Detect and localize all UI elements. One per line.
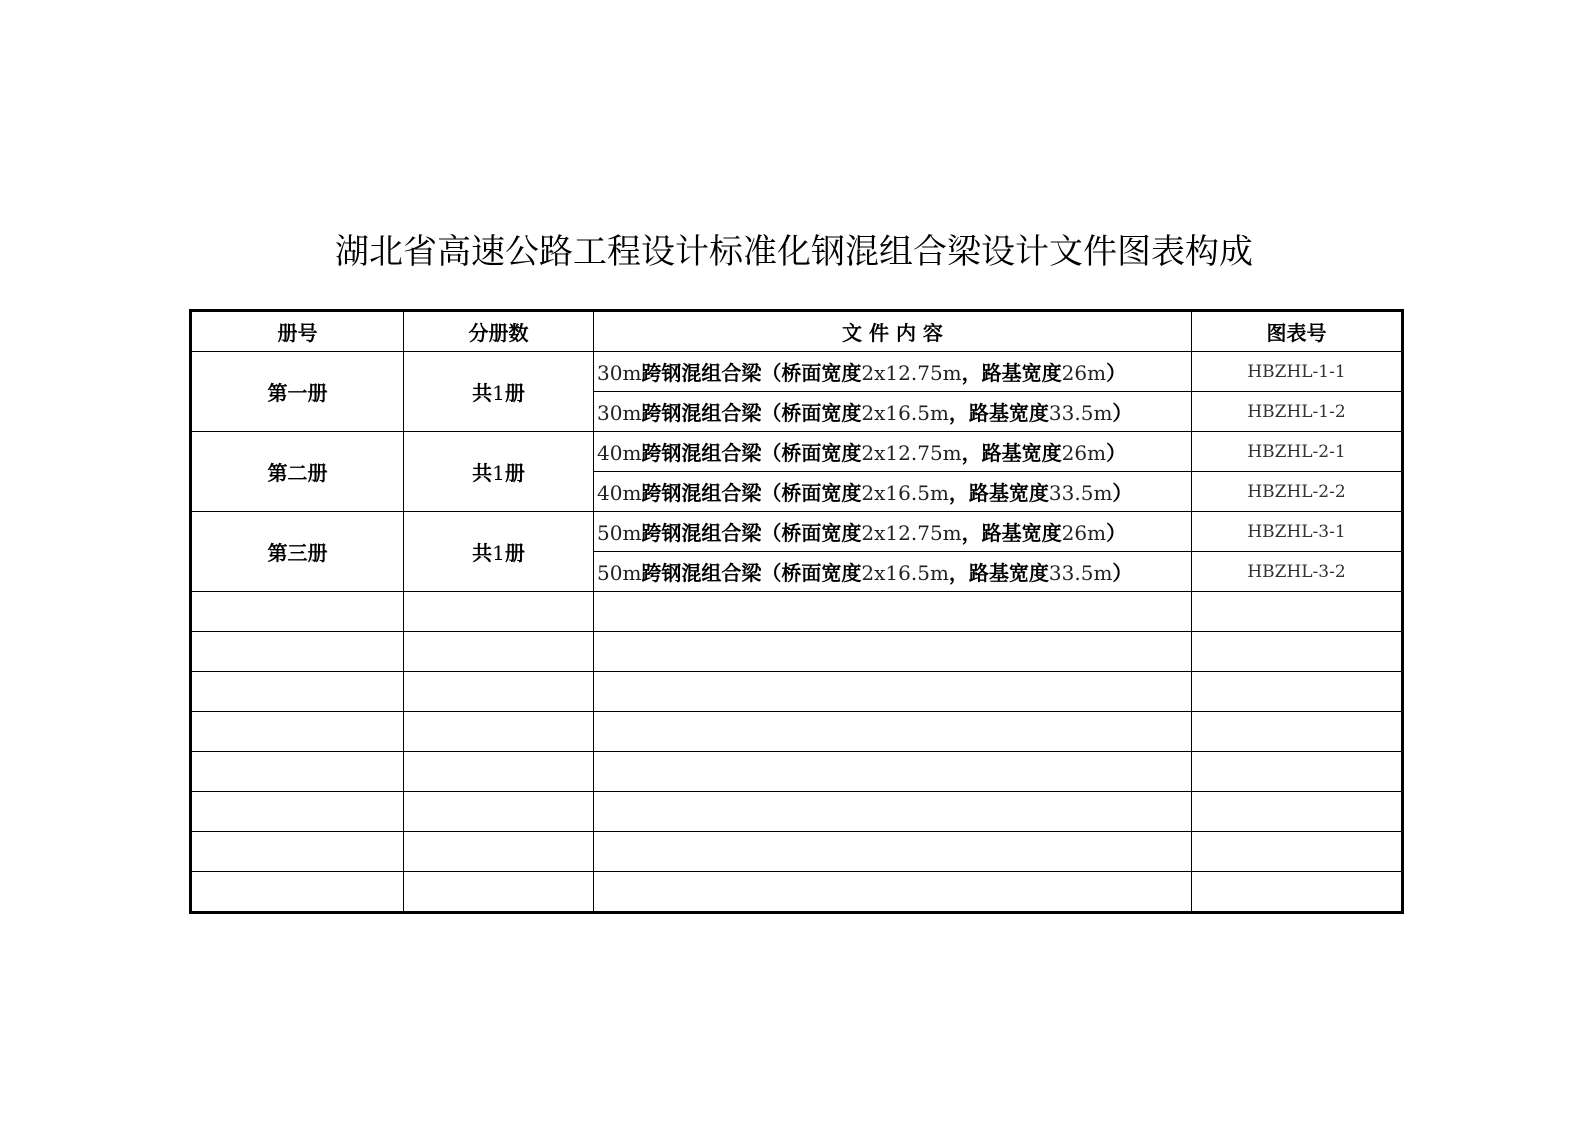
code-cell: HBZHL-2-2 (1192, 472, 1403, 512)
empty-cell (191, 672, 404, 712)
empty-cell (191, 752, 404, 792)
close-paren: ） (1112, 401, 1133, 425)
roadbed-label: ，路基宽度 (948, 401, 1049, 425)
roadbed-width: 33.5m (1048, 401, 1113, 425)
empty-cell (191, 872, 404, 913)
beam-type: 跨钢混组合梁（桥面宽度 (641, 481, 862, 505)
content-cell (594, 512, 1192, 552)
deck-width: 2x16.5m (861, 561, 949, 585)
span-length: 40m (597, 481, 642, 505)
empty-row (191, 792, 1403, 832)
catalog-table (189, 309, 1404, 914)
beam-type: 跨钢混组合梁（桥面宽度 (641, 441, 862, 465)
header-volume: 册号 (191, 311, 404, 352)
empty-cell (1192, 592, 1403, 632)
roadbed-width: 26m (1061, 521, 1107, 545)
roadbed-label: ，路基宽度 (961, 361, 1062, 385)
code-cell: HBZHL-1-1 (1192, 352, 1403, 392)
empty-row (191, 592, 1403, 632)
beam-type: 跨钢混组合梁（桥面宽度 (641, 401, 862, 425)
volume-cell: 第一册 (191, 352, 404, 432)
header-content: 文 件 内 容 (594, 311, 1192, 352)
count-prefix: 共 (472, 461, 493, 485)
close-paren: ） (1112, 481, 1133, 505)
empty-cell (1192, 672, 1403, 712)
catalog-body (191, 352, 1403, 913)
volume-cell: 第二册 (191, 432, 404, 512)
count-cell (404, 512, 594, 592)
empty-cell (1192, 792, 1403, 832)
close-paren: ） (1106, 361, 1127, 385)
empty-cell (1192, 832, 1403, 872)
content-cell (594, 352, 1192, 392)
code-cell: HBZHL-3-2 (1192, 552, 1403, 592)
empty-row (191, 672, 1403, 712)
beam-type: 跨钢混组合梁（桥面宽度 (641, 561, 862, 585)
volume-cell: 第三册 (191, 512, 404, 592)
empty-cell (404, 592, 594, 632)
table-row (191, 352, 1403, 392)
header-row (191, 311, 1403, 352)
table-row (191, 512, 1403, 552)
count-prefix: 共 (472, 381, 493, 405)
deck-width: 2x16.5m (861, 481, 949, 505)
count-cell (404, 352, 594, 432)
close-paren: ） (1106, 521, 1127, 545)
empty-cell (191, 792, 404, 832)
roadbed-label: ，路基宽度 (948, 481, 1049, 505)
table-row (191, 432, 1403, 472)
empty-cell (404, 632, 594, 672)
empty-cell (594, 832, 1192, 872)
count-suffix: 册 (504, 541, 525, 565)
empty-cell (1192, 752, 1403, 792)
empty-cell (191, 712, 404, 752)
roadbed-width: 33.5m (1048, 561, 1113, 585)
empty-cell (1192, 632, 1403, 672)
code-cell: HBZHL-3-1 (1192, 512, 1403, 552)
empty-cell (191, 632, 404, 672)
roadbed-width: 26m (1061, 361, 1107, 385)
empty-cell (1192, 712, 1403, 752)
span-length: 30m (597, 401, 642, 425)
count-suffix: 册 (504, 461, 525, 485)
count-suffix: 册 (504, 381, 525, 405)
header-code: 图表号 (1192, 311, 1403, 352)
content-cell (594, 552, 1192, 592)
empty-row (191, 632, 1403, 672)
roadbed-label: ，路基宽度 (948, 561, 1049, 585)
empty-cell (191, 592, 404, 632)
count-number: 1 (492, 541, 505, 565)
empty-cell (594, 872, 1192, 913)
deck-width: 2x12.75m (861, 521, 962, 545)
empty-cell (594, 672, 1192, 712)
code-cell: HBZHL-2-1 (1192, 432, 1403, 472)
span-length: 30m (597, 361, 642, 385)
close-paren: ） (1112, 561, 1133, 585)
count-number: 1 (492, 461, 505, 485)
count-cell (404, 432, 594, 512)
empty-cell (594, 792, 1192, 832)
deck-width: 2x16.5m (861, 401, 949, 425)
empty-row (191, 872, 1403, 913)
content-cell (594, 392, 1192, 432)
empty-cell (404, 712, 594, 752)
deck-width: 2x12.75m (861, 361, 962, 385)
empty-cell (404, 752, 594, 792)
code-cell: HBZHL-1-2 (1192, 392, 1403, 432)
empty-row (191, 832, 1403, 872)
empty-cell (191, 832, 404, 872)
span-length: 50m (597, 521, 642, 545)
empty-cell (594, 632, 1192, 672)
content-cell (594, 472, 1192, 512)
beam-type: 跨钢混组合梁（桥面宽度 (641, 361, 862, 385)
count-prefix: 共 (472, 541, 493, 565)
roadbed-label: ，路基宽度 (961, 441, 1062, 465)
page-title: 湖北省高速公路工程设计标准化钢混组合梁设计文件图表构成 (335, 232, 1253, 272)
content-cell (594, 432, 1192, 472)
empty-cell (404, 672, 594, 712)
empty-cell (404, 832, 594, 872)
header-count: 分册数 (404, 311, 594, 352)
close-paren: ） (1106, 441, 1127, 465)
span-length: 40m (597, 441, 642, 465)
empty-row (191, 712, 1403, 752)
empty-cell (1192, 872, 1403, 913)
count-number: 1 (492, 381, 505, 405)
roadbed-label: ，路基宽度 (961, 521, 1062, 545)
empty-cell (404, 872, 594, 913)
empty-row (191, 752, 1403, 792)
roadbed-width: 26m (1061, 441, 1107, 465)
empty-cell (594, 752, 1192, 792)
beam-type: 跨钢混组合梁（桥面宽度 (641, 521, 862, 545)
span-length: 50m (597, 561, 642, 585)
empty-cell (594, 592, 1192, 632)
empty-cell (594, 712, 1192, 752)
empty-cell (404, 792, 594, 832)
deck-width: 2x12.75m (861, 441, 962, 465)
roadbed-width: 33.5m (1048, 481, 1113, 505)
